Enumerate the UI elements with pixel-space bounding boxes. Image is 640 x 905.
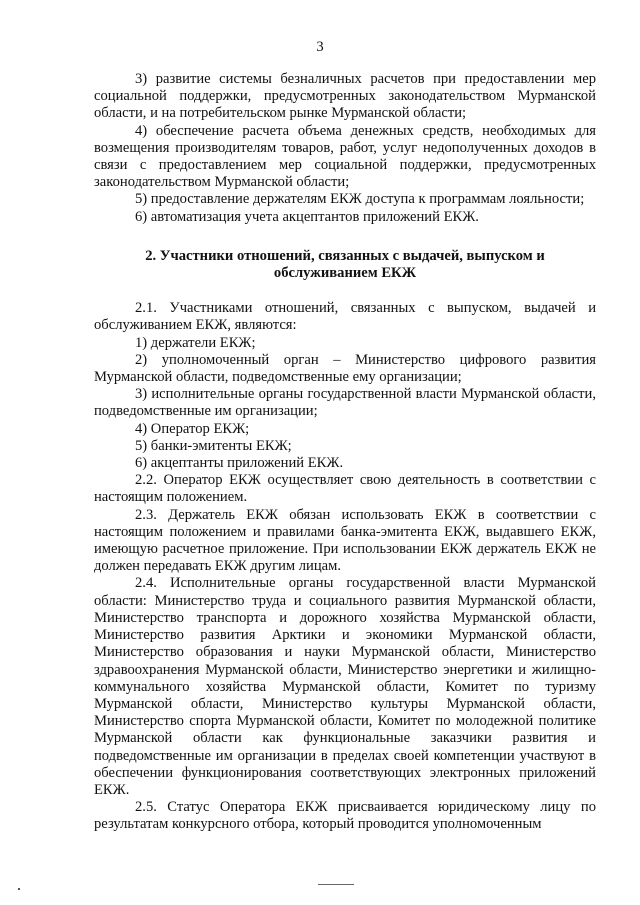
clause-2-1: 2.1. Участниками отношений, связанных с выпуском, выдачей и обслуживанием ЕКЖ, являются: bbox=[94, 300, 596, 334]
participant-6: 6) акцептанты приложений ЕКЖ. bbox=[135, 455, 344, 472]
participant-5: 5) банки-эмитенты ЕКЖ; bbox=[135, 437, 292, 454]
section-heading bbox=[94, 248, 596, 282]
scan-mark bbox=[18, 888, 20, 890]
footer-line bbox=[318, 884, 354, 885]
section-heading-line-1: 2. Участники отношений, связанных с выдачей, выпуском и bbox=[145, 247, 545, 264]
clause-2-2: 2.2. Оператор ЕКЖ осуществляет свою деятельность в соответствии с настоящим положением. bbox=[94, 472, 596, 506]
participant-4: 4) Оператор ЕКЖ; bbox=[135, 420, 250, 437]
intro-item-5: 5) предоставление держателям ЕКЖ доступа к программам лояльности; bbox=[135, 191, 585, 208]
clause-2-5: 2.5. Статус Оператора ЕКЖ присваивается юридическому лицу по результатам конкурсного отбора, который проводится уполномоченным bbox=[94, 799, 596, 833]
intro-item-4: 4) обеспечение расчета объема денежных средств, необходимых для возмещения производителям товаров, работ, услуг недополученных доходов в связи с предоставлением мер социальной поддержки, предусмотренных законодательством Мурманской области; bbox=[94, 122, 596, 191]
clause-2-3: 2.3. Держатель ЕКЖ обязан использовать ЕКЖ в соответствии с настоящим положением и правилами банка-эмитента ЕКЖ, выдавшего ЕКЖ, имеющую расчетное приложение. При использовании ЕКЖ держатель ЕКЖ не должен передавать ЕКЖ другим лицам. bbox=[94, 506, 596, 575]
participant-2: 2) уполномоченный орган – Министерство цифрового развития Мурманской области, подведомственные ему организации; bbox=[94, 351, 596, 386]
document-body bbox=[94, 71, 596, 834]
participant-1: 1) держатели ЕКЖ; bbox=[135, 334, 256, 351]
intro-item-3: 3) развитие системы безналичных расчетов при предоставлении мер социальной поддержки, предусмотренных законодательством Мурманской области, и на потребительском рынке Мурманской области; bbox=[94, 71, 596, 122]
participant-3: 3) исполнительные органы государственной власти Мурманской области, подведомственные им организации; bbox=[94, 386, 596, 420]
section-heading-line-2: обслуживанием ЕКЖ bbox=[273, 265, 417, 282]
clause-2-4: 2.4. Исполнительные органы государственной власти Мурманской области: Министерство труда и социального развития Мурманской области, Министерство транспорта и дорожного хозяйства Мурманской области, Министерство развития Арктики и экономики Мурманской области, Министерство образования и науки Мурманской области, Министерство здравоохранения Мурманской области, Министерство энергетики и жилищно-коммунального хозяйства Мурманской области, Комитет по туризму Мурманской области, Министерство культуры Мурманской области, Министерство спорта Мурманской области, Комитет по молодежной политике Мурманской области как функциональные заказчики развития и подведомственные им организации в пределах своей компетенции участвуют в обеспечении функционирования соответствующих электронных приложений ЕКЖ. bbox=[94, 575, 596, 798]
intro-item-6: 6) автоматизация учета акцептантов приложений ЕКЖ. bbox=[135, 208, 479, 225]
page-number: 3 bbox=[316, 39, 324, 55]
